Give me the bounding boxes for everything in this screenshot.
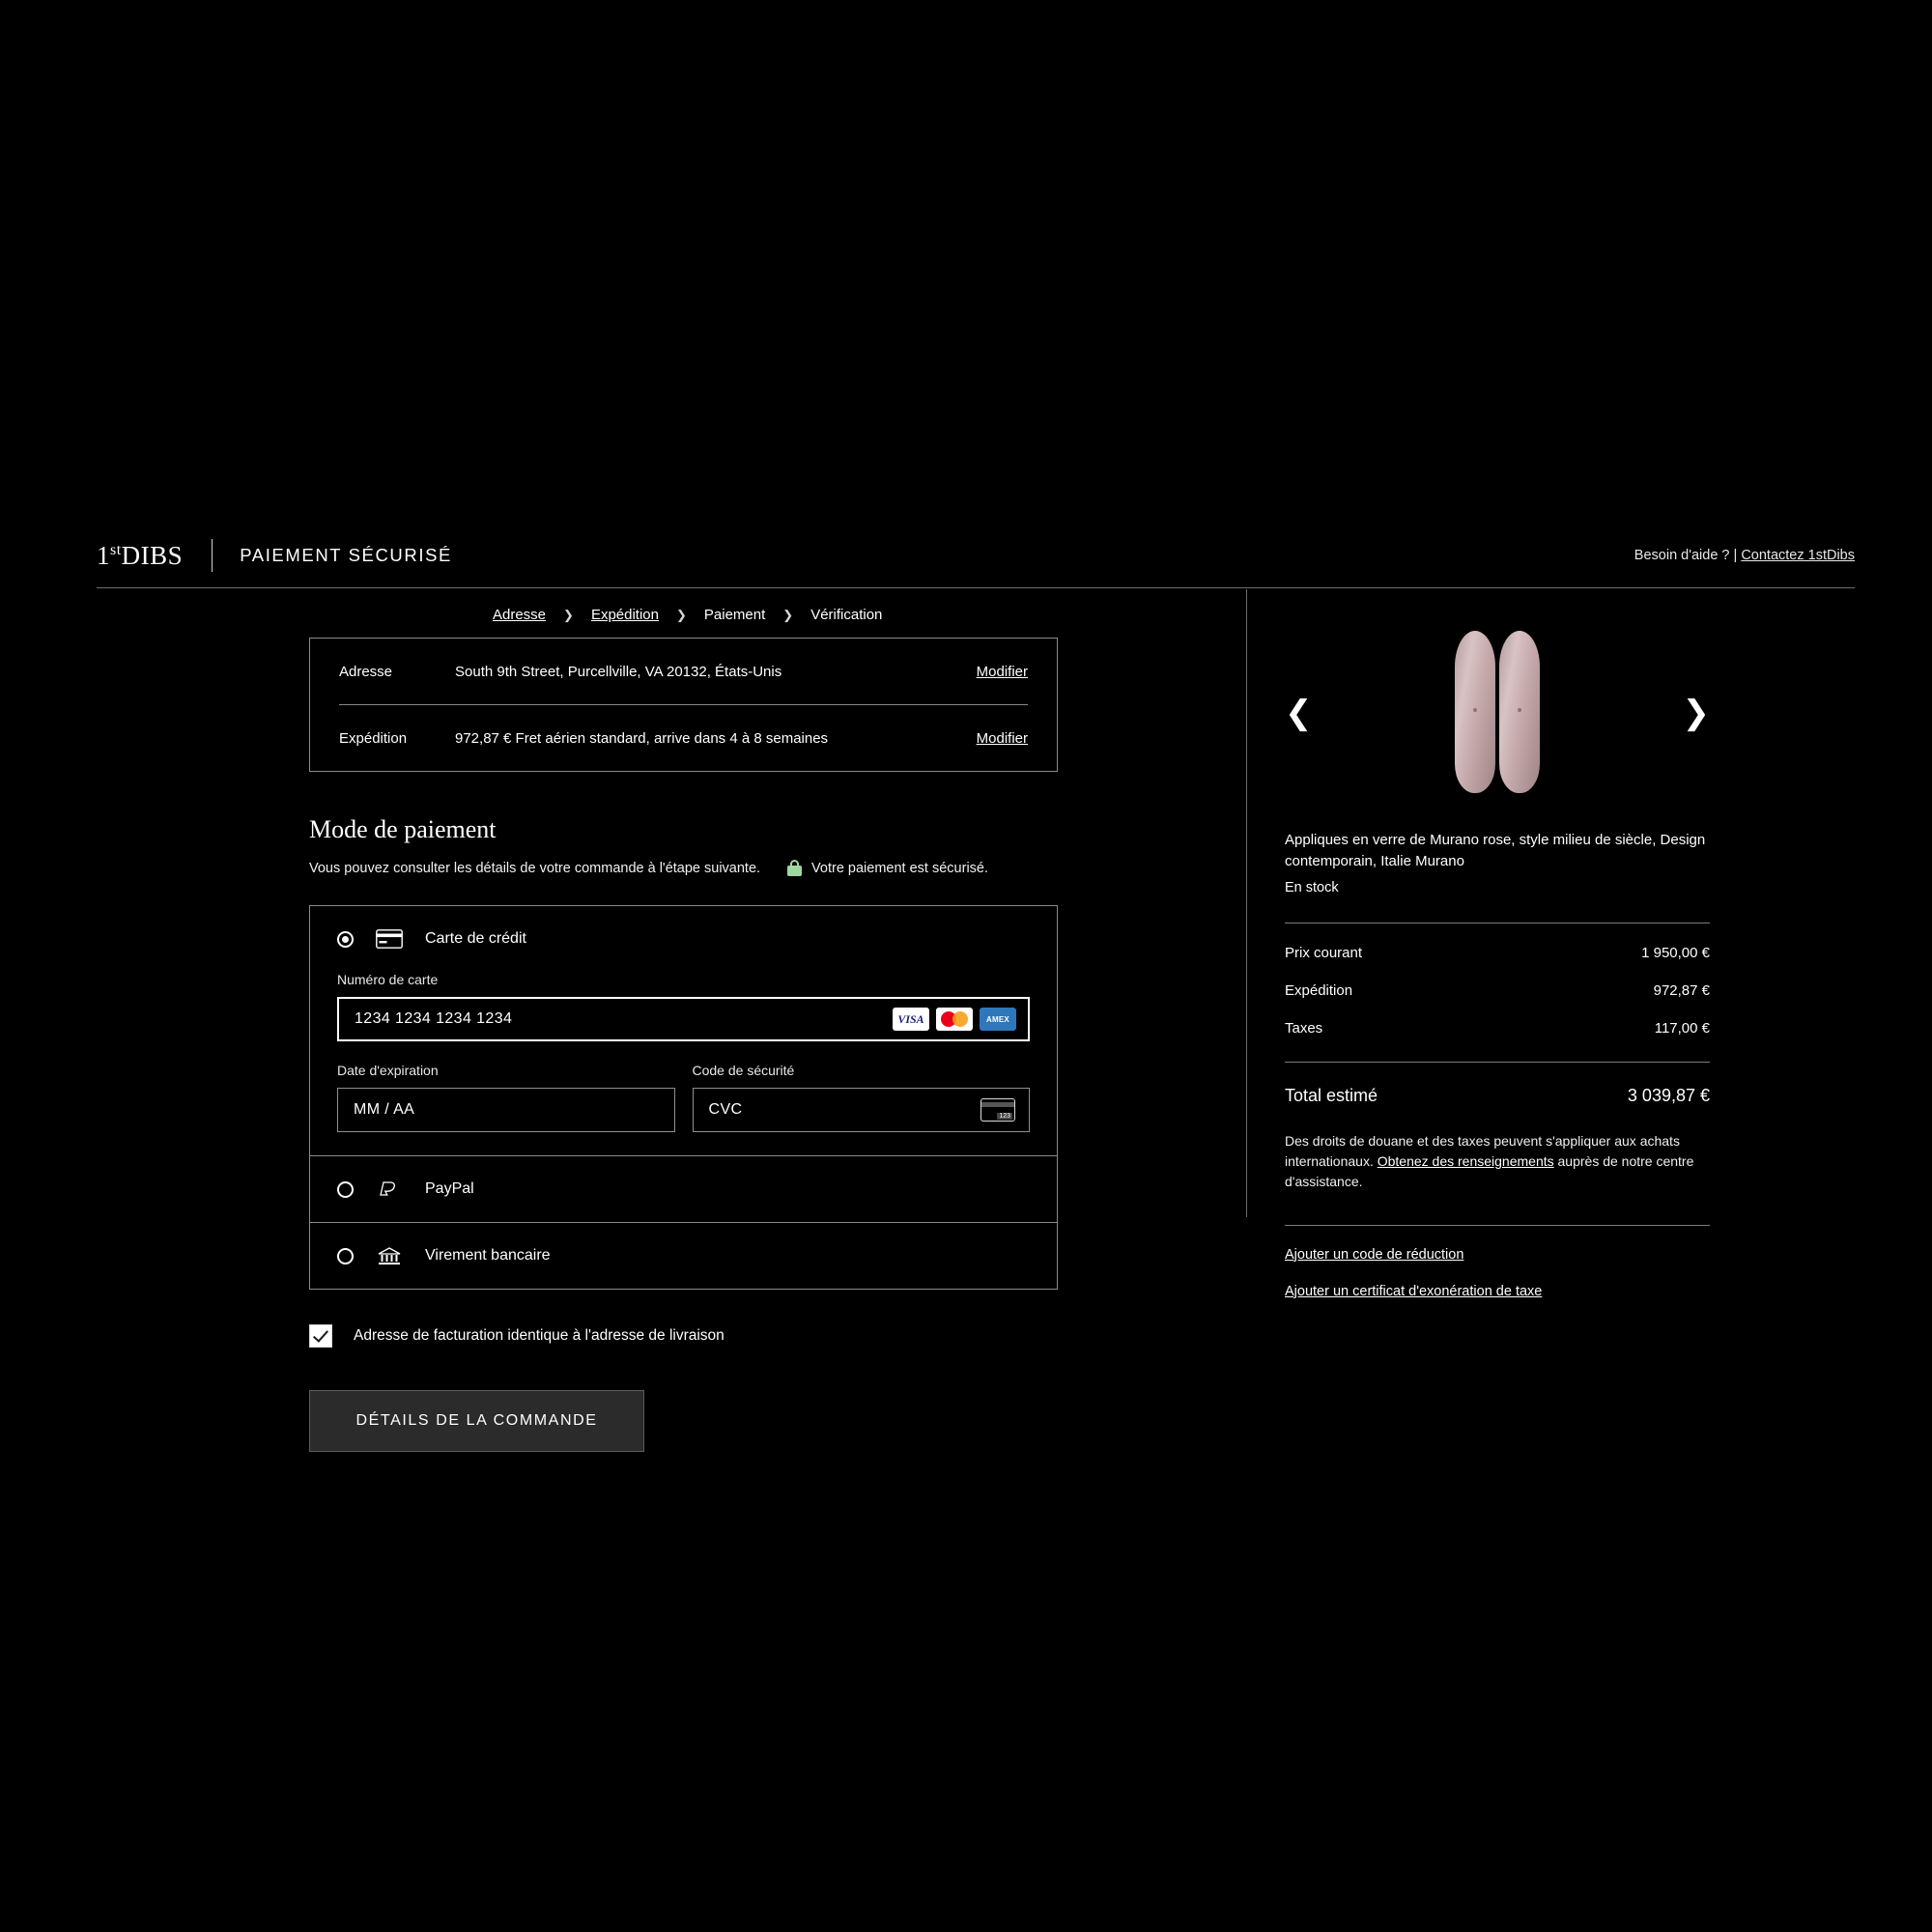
page-title: PAIEMENT SÉCURISÉ [240,545,452,565]
bank-icon [375,1246,404,1265]
credit-card-label: Carte de crédit [425,930,526,947]
help-text [1634,548,1855,563]
cvc-group [693,1063,1031,1132]
payment-option-bank-transfer[interactable] [310,1222,1057,1289]
paypal-icon [375,1179,404,1199]
shipping-value: 972,87 € Fret aérien standard, arrive dans 4 à 8 semaines [455,729,829,747]
secure-notice [787,860,988,876]
price-value-taxes: 117,00 € [1654,1019,1710,1037]
product-sconce-right [1499,631,1540,793]
customs-notice [1285,1131,1710,1192]
product-image[interactable] [1447,631,1548,795]
order-sidebar [1285,618,1710,1299]
price-value-shipping: 972,87 € [1653,981,1710,999]
bank-option-header[interactable] [337,1223,1030,1289]
expiry-group [337,1063,675,1132]
card-brand-icons [893,1008,1016,1031]
radio-bank-transfer[interactable] [337,1248,354,1264]
product-stock-status: En stock [1285,879,1339,895]
promo-code-row [1285,1247,1710,1263]
cvc-input[interactable] [693,1088,1031,1132]
expiry-label: Date d'expiration [337,1063,439,1078]
breadcrumb-item-paiement[interactable]: Paiement [703,607,766,623]
payment-option-paypal[interactable] [310,1155,1057,1222]
total-label: Total estimé [1285,1085,1378,1105]
address-label: Adresse [339,663,393,680]
product-title: Appliques en verre de Murano rose, style milieu de siècle, Design contemporain, Italie Murano [1285,832,1706,869]
secure-text: Votre paiement est sécurisé. [811,860,989,876]
contact-link[interactable]: Contactez 1stDibs [1741,548,1855,563]
payment-section-title: Mode de paiement [309,815,497,843]
payment-methods [309,905,1058,1290]
sidebar-divider-3 [1285,1225,1710,1226]
lock-icon [787,860,802,876]
billing-address-row[interactable] [309,1324,1058,1348]
payment-subtitle-text: Vous pouvez consulter les détails de votre commande à l'étape suivante. [309,860,761,876]
total-row [1285,1086,1710,1106]
card-extra-fields [337,1063,1030,1132]
amex-icon: AMEX [980,1008,1016,1031]
header-rule [97,587,1855,588]
payment-option-credit-card[interactable] [310,906,1057,1155]
expiry-placeholder: MM / AA [354,1101,415,1118]
chevron-right-icon: ❯ [676,607,687,622]
price-row-item [1285,945,1710,961]
column-divider [1246,589,1247,1217]
total-value: 3 039,87 € [1627,1085,1710,1105]
payment-section-subtitle [309,860,1058,876]
carousel-next-icon[interactable]: ❯ [1682,693,1710,732]
billing-same-label: Adresse de facturation identique à l'adresse de livraison [354,1327,724,1344]
credit-card-option-header[interactable] [337,906,1030,972]
card-number-label: Numéro de carte [337,972,439,987]
price-row-shipping [1285,982,1710,999]
price-value-current: 1 950,00 € [1641,944,1710,961]
mastercard-icon [936,1008,973,1031]
cvc-placeholder: CVC [708,1101,743,1118]
bank-transfer-label: Virement bancaire [425,1247,551,1264]
customs-info-link[interactable]: Obtenez des renseignements [1377,1152,1554,1169]
price-label-shipping: Expédition [1285,981,1353,999]
chevron-right-icon: ❯ [782,607,794,622]
customs-notice-after: auprès de notre centre d'assistance. [1285,1152,1694,1189]
expiry-input[interactable] [337,1088,675,1132]
tax-exempt-row [1285,1284,1710,1299]
cvc-label: Code de sécurité [692,1063,795,1078]
breadcrumb [493,607,882,623]
price-row-taxes [1285,1020,1710,1037]
breadcrumb-item-verification: Vérification [810,607,883,623]
card-number-input[interactable] [337,997,1030,1041]
credit-card-icon [375,929,404,949]
price-label-taxes: Taxes [1285,1019,1323,1037]
price-label-current: Prix courant [1285,944,1363,961]
breadcrumb-item-adresse[interactable]: Adresse [493,607,547,623]
card-number-group [337,972,1030,1155]
order-summary-box [309,638,1058,772]
radio-paypal[interactable] [337,1181,354,1198]
order-details-button[interactable]: DÉTAILS DE LA COMMANDE [309,1390,644,1452]
address-value: South 9th Street, Purcellville, VA 20132, États-Unis [455,663,782,680]
shipping-label: Expédition [339,729,408,747]
sidebar-divider-2 [1285,1062,1710,1063]
page-header [97,526,1855,584]
radio-credit-card[interactable] [337,931,354,948]
paypal-label: PayPal [425,1180,474,1197]
paypal-option-header[interactable] [337,1156,1030,1222]
card-number-placeholder: 1234 1234 1234 1234 [355,1010,513,1027]
edit-shipping-link[interactable]: Modifier [976,729,1028,747]
product-sconce-left [1455,631,1495,793]
summary-row-shipping [339,704,1028,771]
add-promo-code-link[interactable]: Ajouter un code de réduction [1285,1246,1464,1263]
product-carousel [1285,618,1710,807]
header-divider [212,539,213,572]
customs-notice-before: Des droits de douane et des taxes peuvent s'appliquer aux achats internationaux. [1285,1132,1680,1169]
billing-same-checkbox[interactable] [309,1324,332,1348]
chevron-right-icon: ❯ [563,607,574,622]
add-tax-exemption-link[interactable]: Ajouter un certificat d'exonération de taxe [1285,1283,1543,1299]
breadcrumb-item-expedition[interactable]: Expédition [590,607,659,623]
edit-address-link[interactable]: Modifier [976,663,1028,680]
brand-logo[interactable]: 1stDIBS [97,540,184,570]
carousel-prev-icon[interactable]: ❮ [1285,693,1313,732]
checkout-main [309,638,1058,1452]
help-label: Besoin d'aide ? | [1634,548,1738,563]
visa-icon: VISA [893,1008,929,1031]
summary-row-address [339,639,1028,704]
cvc-card-icon [980,1098,1015,1122]
